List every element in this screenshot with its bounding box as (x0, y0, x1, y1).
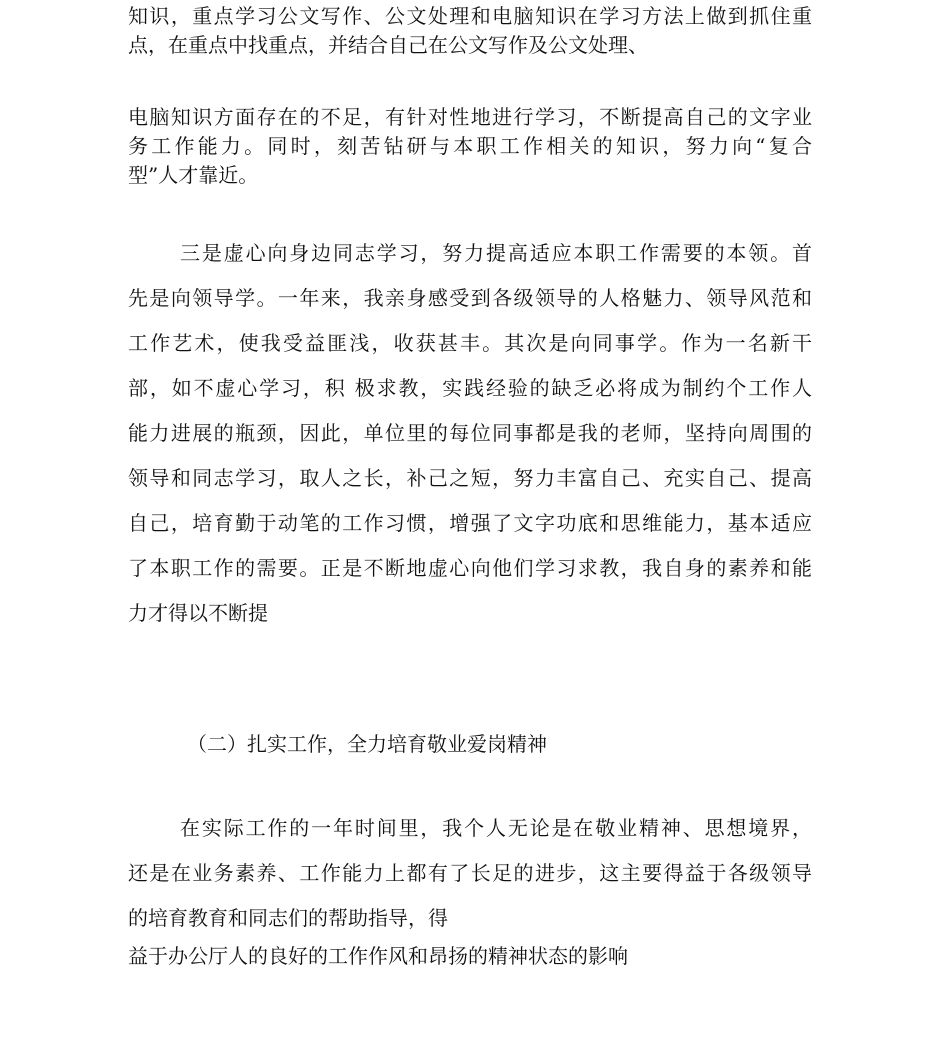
paragraph-line: 还是在业务素养、工作能力上都有了长足的进步，这主要得益于各级领导 (128, 861, 812, 885)
paragraph-line: 务工作能力。同时，刻苦钻研与本职工作相关的知识，努力向“复合 (128, 134, 812, 158)
section-heading: （二）扎实工作，全力培育敬业爱岗精神 (187, 732, 547, 756)
paragraph-line: 先是向领导学。一年来，我亲身感受到各级领导的人格魅力、领导风范和 (128, 286, 812, 310)
paragraph-line: 部，如不虚心学习，积 极求教，实践经验的缺乏必将成为制约个工作人 (128, 376, 812, 400)
paragraph-line: 电脑知识方面存在的不足，有针对性地进行学习，不断提高自己的文字业 (128, 105, 812, 129)
paragraph-line: 自己，培育勤于动笔的工作习惯，增强了文字功底和思维能力，基本适应 (128, 511, 812, 535)
paragraph-line: 三是虚心向身边同志学习，努力提高适应本职工作需要的本领。首 (180, 241, 812, 265)
paragraph-line: 益于办公厅人的良好的工作作风和昂扬的精神状态的影响 (128, 944, 628, 968)
paragraph-line: 能力进展的瓶颈，因此，单位里的每位同事都是我的老师，坚持向周围的 (128, 421, 812, 445)
paragraph-line: 了本职工作的需要。正是不断地虚心向他们学习求教，我自身的素养和能 (128, 556, 812, 580)
paragraph-line: 知识，重点学习公文写作、公文处理和电脑知识在学习方法上做到抓住重 (128, 4, 812, 28)
paragraph-line: 点，在重点中找重点，并结合自己在公文写作及公文处理、 (128, 33, 648, 57)
paragraph-line: 的培育教育和同志们的帮助指导，得 (128, 906, 448, 930)
paragraph-line: 工作艺术，使我受益匪浅，收获甚丰。其次是向同事学。作为一名新干 (128, 331, 812, 355)
paragraph-line: 在实际工作的一年时间里，我个人无论是在敬业精神、思想境界， (180, 816, 812, 840)
paragraph-line: 型”人才靠近。 (128, 163, 259, 187)
paragraph-line: 领导和同志学习，取人之长，补己之短，努力丰富自己、充实自己、提高 (128, 466, 812, 490)
paragraph-line: 力才得以不断提 (128, 601, 268, 625)
